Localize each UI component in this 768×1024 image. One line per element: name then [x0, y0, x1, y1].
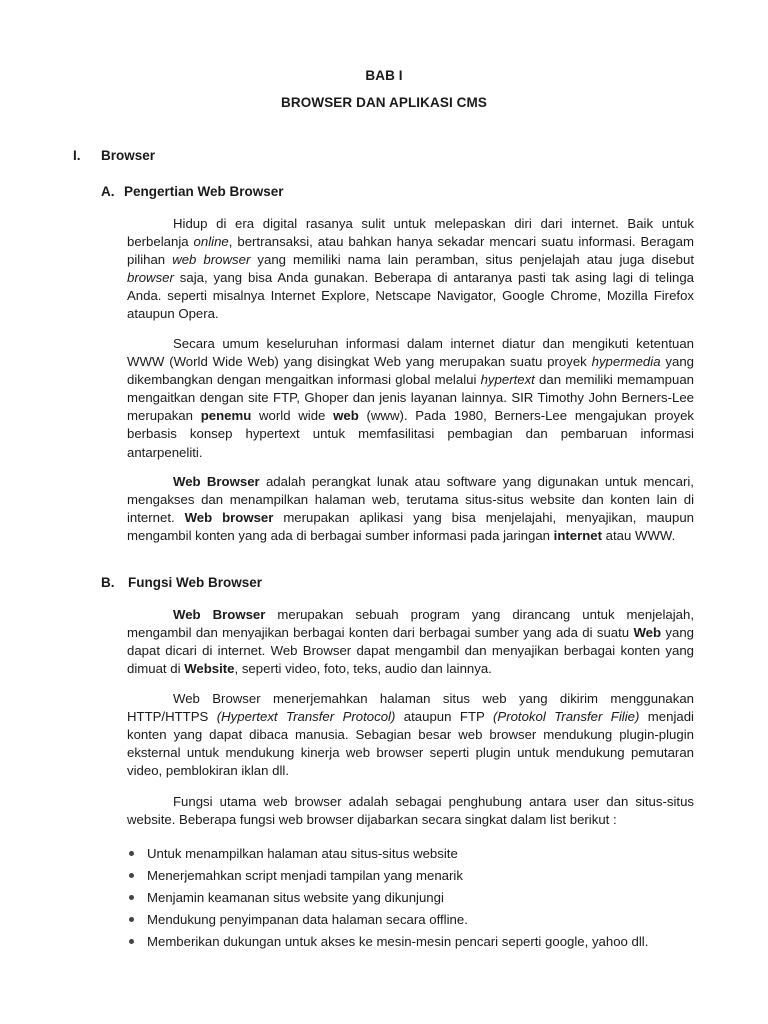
bullet-icon — [129, 851, 134, 856]
text-run: saja, yang bisa Anda gunakan. Beberapa di antaranya pasti tak asing lagi di telinga Anda. seperti misalnya Internet Explore, Netscape Navigator, Google Chrome, Mozilla Firefox ataupun Opera. — [127, 270, 694, 322]
subsection-title: Pengertian Web Browser — [124, 184, 284, 199]
list-item — [127, 843, 707, 865]
list-item-text: Menjamin keamanan situs website yang dikunjungi — [147, 890, 444, 905]
text-run-bold: Web Browser — [173, 607, 266, 622]
text-run-bold: Web — [633, 625, 662, 641]
section-number: I. — [73, 148, 81, 163]
paragraph-a3 — [127, 473, 694, 545]
list-item-text: Mendukung penyimpanan data halaman secara offline. — [147, 912, 468, 927]
text-run: , bertransaksi, atau bahkan hanya sekadar mencari suatu informasi. Beragam pilihan — [127, 234, 694, 268]
text-run: adalah perangkat lunak atau software yang digunakan untuk mencari, mengakses dan menampilkan halaman web, terutama situs-situs website dan konten lain di internet. — [127, 474, 694, 526]
list-item — [127, 887, 707, 909]
text-run: Web Browser menerjemahkan halaman situs web yang dikirim menggunakan HTTP/HTTPS — [127, 691, 694, 725]
text-run: , seperti video, foto, teks, audio dan lainnya. — [234, 661, 492, 677]
paragraph-a2 — [127, 335, 694, 462]
text-run-italic: online — [193, 234, 229, 250]
paragraph-b3: Fungsi utama web browser adalah sebagai penghubung antara user dan situs-situs website. Beberapa fungsi web browser dijabarkan secara singkat dalam list berikut : — [127, 794, 694, 828]
paragraph-a1 — [127, 215, 694, 324]
chapter-label: BAB I — [365, 68, 403, 83]
text-run: Hidup di era digital rasanya sulit untuk melepaskan diri dari internet. Baik untuk berbelanja — [127, 216, 694, 250]
bullet-icon — [129, 895, 134, 900]
list-item-text: Untuk menampilkan halaman atau situs-situs website — [147, 846, 458, 861]
text-run: yang dikembangkan dengan mengaitkan informasi global melalui — [127, 354, 694, 388]
bullet-icon — [129, 917, 134, 922]
text-run: yang dapat dicari di internet. Web Browser dapat mengambil dan menyajikan berbagai konten yang dimuat di — [127, 625, 695, 677]
text-run: atau WWW. — [602, 528, 676, 544]
text-run: yang memiliki nama lain peramban, situs penjelajah atau juga disebut — [250, 252, 694, 268]
subsection-number: A. — [101, 184, 115, 199]
list-item — [127, 865, 707, 887]
text-run: world wide — [251, 408, 334, 424]
text-run: Secara umum keseluruhan informasi dalam internet diatur dan mengikuti ketentuan WWW (World Wide Web) yang disingkat Web yang merupakan suatu proyek — [127, 336, 694, 370]
text-run-italic: browser — [127, 270, 174, 286]
function-list — [127, 843, 707, 953]
subsection-title: Fungsi Web Browser — [128, 575, 263, 590]
text-run-bold: internet — [553, 528, 603, 544]
text-run: merupakan sebuah program yang dirancang untuk menjelajah, mengambil dan menyajikan berbagai konten dari berbagai sumber yang ada di suatu — [127, 607, 694, 641]
text-run-bold: penemu — [200, 408, 252, 424]
list-item — [127, 931, 707, 953]
list-item-text: Memberikan dukungan untuk akses ke mesin-mesin pencari seperti google, yahoo dll. — [147, 934, 649, 949]
text-run-italic: (Protokol Transfer Filie) — [493, 709, 640, 725]
list-item — [127, 909, 707, 931]
text-run: merupakan aplikasi yang bisa menjelajahi, menyajikan, maupun mengambil konten yang ada di berbagai sumber informasi pada jaringan — [127, 510, 694, 544]
text-run-italic: (Hypertext Transfer Protocol) — [216, 709, 396, 725]
section-title: Browser — [101, 148, 156, 163]
paragraph-b1 — [127, 606, 694, 678]
paragraph-b2 — [127, 690, 694, 780]
list-item-text: Menerjemahkan script menjadi tampilan yang menarik — [147, 868, 463, 883]
text-run-bold: Web Browser — [173, 474, 260, 489]
text-run-italic: web browser — [172, 252, 251, 268]
text-run: menjadi konten yang dapat dibaca manusia. Sebagian besar web browser mendukung plugin-plugin eksternal untuk mendukung kinerja web browser seperti plugin untuk mendukung pemutaran video, pemblokiran iklan dll. — [127, 709, 694, 779]
text-run-italic: hypertext — [480, 372, 535, 388]
text-run: dan memiliki memampuan mengaitkan dengan site FTP, Ghoper dan jenis layanan lainnya. SIR Timothy John Berners-Lee merupakan — [127, 372, 695, 424]
chapter-title: BROWSER DAN APLIKASI CMS — [281, 95, 487, 110]
bullet-icon — [129, 939, 134, 944]
text-run-bold: Web browser — [184, 510, 274, 526]
text-run-bold: web — [333, 408, 359, 424]
bullet-icon — [129, 873, 134, 878]
subsection-number: B. — [101, 575, 115, 590]
text-run: ataupun FTP — [395, 709, 494, 725]
text-run-italic: hypermedia — [591, 354, 661, 370]
text-run-bold: Website — [184, 661, 235, 677]
text-run: (www). Pada 1980, Berners-Lee mengajukan proyek berbasis konsep hypertext untuk memfasilitasi pembagian dan pembaruan informasi antarpeneliti. — [127, 408, 694, 460]
